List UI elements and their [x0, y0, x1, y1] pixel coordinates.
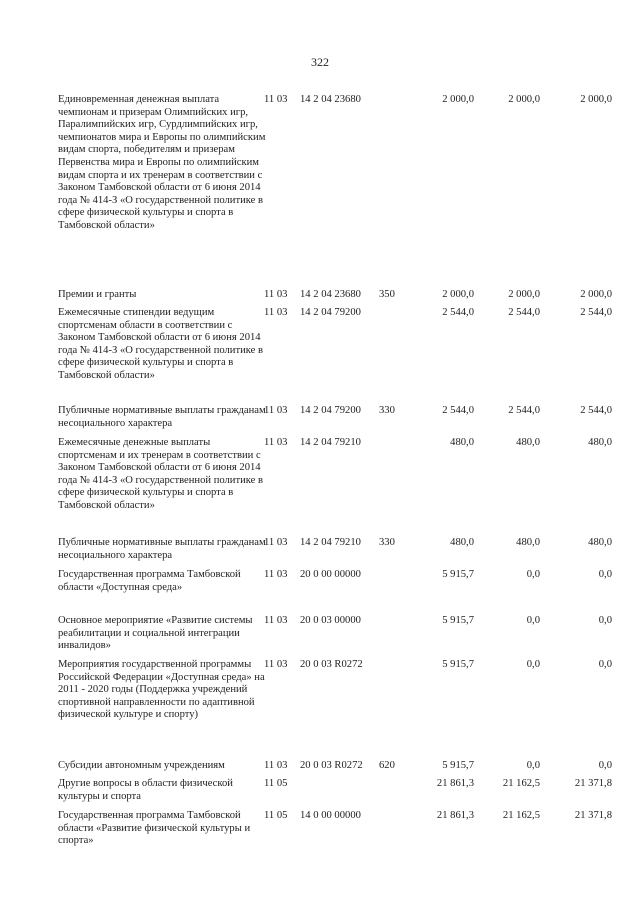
- row-name: Основное мероприятие «Развитие системы реабилитации и социальной интеграции инвалидов»: [58, 615, 253, 652]
- row-target: 20 0 03 R0272: [300, 659, 363, 670]
- row-name: Публичные нормативные выплаты гражданам несоциального характера: [58, 537, 266, 561]
- row-section: 11 03: [264, 615, 288, 626]
- row-target: 14 2 04 79200: [300, 405, 361, 416]
- row-section: 11 03: [264, 307, 288, 318]
- page-number: 322: [311, 55, 329, 69]
- row-section: 11 03: [264, 94, 288, 105]
- row-target: 14 2 04 79210: [300, 537, 361, 548]
- row-expense-type: 620: [379, 760, 395, 771]
- row-section: 11 03: [264, 437, 288, 448]
- row-name: Премии и гранты: [58, 289, 137, 300]
- row-expense-type: 330: [379, 537, 395, 548]
- row-name: Субсидии автономным учреждениям: [58, 760, 225, 771]
- row-value-2021: 0,0: [598, 615, 612, 626]
- row-target: 20 0 00 00000: [300, 569, 361, 580]
- row-section: 11 03: [264, 405, 288, 416]
- row-section: 11 03: [264, 537, 288, 548]
- row-value-2020: 2 000,0: [508, 289, 540, 300]
- row-value-2019: 5 915,7: [442, 615, 474, 626]
- row-value-2020: 0,0: [526, 659, 540, 670]
- row-target: 14 2 04 23680: [300, 94, 361, 105]
- row-target: 14 0 00 00000: [300, 810, 361, 821]
- row-section: 11 03: [264, 289, 288, 300]
- row-section: 11 05: [264, 778, 288, 789]
- row-target: 14 2 04 79210: [300, 437, 361, 448]
- row-name: Ежемесячные денежные выплаты спортсменам и их тренерам в соответствии с Законом Тамбовской области от 6 июня 2014 года № 414-З «О государственной политике в сфере физической культуры и спорта в Тамбовской области»: [58, 437, 264, 511]
- row-value-2019: 5 915,7: [442, 659, 474, 670]
- row-value-2020: 480,0: [516, 437, 540, 448]
- row-value-2019: 21 861,3: [436, 778, 474, 789]
- row-value-2019: 5 915,7: [442, 569, 474, 580]
- row-section: 11 03: [264, 569, 288, 580]
- row-value-2020: 2 544,0: [508, 405, 540, 416]
- row-value-2021: 2 000,0: [580, 94, 612, 105]
- row-name: Мероприятия государственной программы Российской Федерации «Доступная среда» на 2011 - 2020 годы (Поддержка учреждений спортивной направленности по адаптивной физической культуре и спорту): [58, 659, 265, 721]
- row-value-2021: 0,0: [598, 659, 612, 670]
- row-target: 14 2 04 79200: [300, 307, 361, 318]
- row-name: Государственная программа Тамбовской области «Доступная среда»: [58, 569, 241, 593]
- row-value-2021: 2 000,0: [580, 289, 612, 300]
- row-value-2020: 21 162,5: [502, 778, 540, 789]
- row-name: Ежемесячные стипендии ведущим спортсменам области в соответствии с Законом Тамбовской области от 6 июня 2014 года № 414-З «О государственной политике в сфере физической культуры и спорта в Тамбовской области»: [58, 307, 264, 381]
- row-value-2019: 2 000,0: [442, 94, 474, 105]
- row-value-2019: 480,0: [450, 437, 474, 448]
- row-value-2021: 0,0: [598, 760, 612, 771]
- row-value-2021: 21 371,8: [574, 778, 612, 789]
- row-target: 20 0 03 00000: [300, 615, 361, 626]
- row-section: 11 03: [264, 760, 288, 771]
- row-value-2019: 5 915,7: [442, 760, 474, 771]
- row-value-2021: 2 544,0: [580, 405, 612, 416]
- row-section: 11 05: [264, 810, 288, 821]
- row-name: Другие вопросы в области физической культуры и спорта: [58, 778, 233, 802]
- row-section: 11 03: [264, 659, 288, 670]
- row-value-2020: 480,0: [516, 537, 540, 548]
- row-expense-type: 330: [379, 405, 395, 416]
- row-value-2019: 21 861,3: [436, 810, 474, 821]
- row-value-2020: 0,0: [526, 569, 540, 580]
- row-value-2019: 2 544,0: [442, 307, 474, 318]
- row-name: Публичные нормативные выплаты гражданам несоциального характера: [58, 405, 266, 429]
- row-value-2019: 2 000,0: [442, 289, 474, 300]
- row-target: 14 2 04 23680: [300, 289, 361, 300]
- row-target: 20 0 03 R0272: [300, 760, 363, 771]
- row-value-2019: 480,0: [450, 537, 474, 548]
- row-name: Единовременная денежная выплата чемпионам и призерам Олимпийских игр, Паралимпийских игр, Сурдлимпийских игр, чемпионатов мира и Европы по олимпийским видам спорта, победителям и призерам Первенства мира и Европы по олимпийским видам спорта и их тренерам в соответствии с Законом Тамбовской области от 6 июня 2014 года № 414-З «О государственной политике в сфере физической культуры и спорта в Тамбовской области»: [58, 94, 266, 231]
- row-value-2021: 2 544,0: [580, 307, 612, 318]
- row-value-2021: 21 371,8: [574, 810, 612, 821]
- row-value-2021: 0,0: [598, 569, 612, 580]
- row-value-2021: 480,0: [588, 537, 612, 548]
- row-value-2020: 0,0: [526, 615, 540, 626]
- row-name: Государственная программа Тамбовской области «Развитие физической культуры и спорта»: [58, 810, 251, 847]
- row-value-2021: 480,0: [588, 437, 612, 448]
- row-value-2020: 2 000,0: [508, 94, 540, 105]
- row-value-2020: 0,0: [526, 760, 540, 771]
- row-expense-type: 350: [379, 289, 395, 300]
- row-value-2020: 21 162,5: [502, 810, 540, 821]
- row-value-2020: 2 544,0: [508, 307, 540, 318]
- row-value-2019: 2 544,0: [442, 405, 474, 416]
